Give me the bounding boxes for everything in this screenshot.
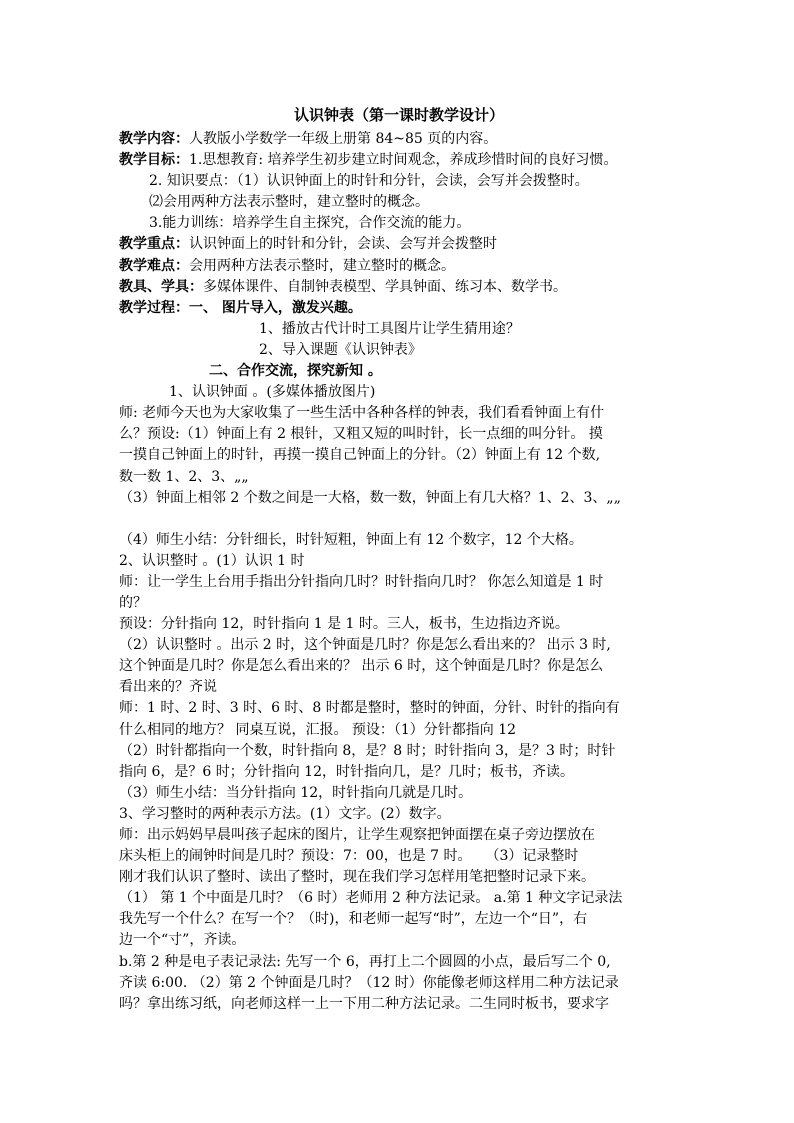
line-two-methods: ⑵会用两种方法表示整时，建立整时的概念。 [149, 194, 429, 211]
paragraph-line: 师: 老师今天也为大家收集了一些生活中各种各样的钟表，我们看看钟面上有什 [119, 405, 605, 422]
paragraph-line: 一摸自己钟面上的时针，再摸一摸自己钟面上的分针。（2）钟面上有 12 个数, [119, 447, 601, 464]
label-difficulty: 教学难点： [119, 257, 189, 274]
paragraph-line: 我先写一个什么？在写一个？（时)，和老师一起写“时”，左边一个“日”，右 [119, 911, 588, 928]
paragraph-line: 数一数 1、2、3、„„ [119, 468, 249, 485]
line-clock-face: 1、认识钟面 。(多媒体播放图片) [169, 384, 376, 401]
label-content: 教学内容： [119, 131, 189, 147]
line-process [119, 298, 679, 319]
paragraph-line: 师：1 时、2 时、3 时、6 时、8 时都是整时，整时的钟面，分针、时针的指向有 [119, 700, 620, 717]
label-tools: 教具、学具： [119, 278, 203, 295]
label-key-point: 教学重点： [119, 236, 189, 253]
paragraph-line: 什么相同的地方？ 同桌互说，汇报。 预设：（1）分针都指向 12 [119, 721, 517, 738]
line-step-1: 1、播放古代计时工具图片让学生猜用途？ [259, 320, 520, 337]
paragraph-line: 师：让一学生上台用手指出分针指向几时？时针指向几时？ 你怎么知道是 1 时 [119, 573, 604, 590]
text-difficulty: 会用两种方法表示整时，建立整时的概念。 [189, 257, 455, 274]
paragraph-line: （4）师生小结：分针细长，时针短粗，钟面上有 12 个数字，12 个大格。 [119, 531, 583, 548]
line-step-2: 2、导入课题《认识钟表》 [259, 341, 422, 358]
paragraph-line: 指向 6，是？6 时；分针指向 12，时针指向几，是？几时；板书，齐读。 [119, 763, 574, 780]
text-goals: 1.思想教育: 培养学生初步建立时间观念，养成珍惜时间的良好习惯。 [189, 152, 618, 169]
paragraph-line: （2）时针都指向一个数，时针指向 8，是？8 时；时针指向 3，是？3 时；时针 [119, 742, 616, 759]
paragraph-line: 边一个“寸”，齐读。 [119, 932, 246, 949]
document-page [119, 104, 679, 1015]
text-key-point: 认识钟面上的时针和分针，会读、会写并会拨整时 [189, 236, 497, 253]
paragraph-line: 3、学习整时的两种表示方法。(1）文字。(2）数字。 [119, 805, 451, 822]
paragraph-line: b.第 2 种是电子表记录法: 先写一个 6，再打上二个圆圆的小点，最后写二个 0, [119, 953, 611, 970]
paragraph-line: 预设：分针指向 12，时针指向 1 是 1 时。三人，板书，生边指边齐说。 [119, 616, 569, 633]
paragraph-line: 齐读 6:00. （2）第 2 个钟面是几时？（12 时）你能像老师这样用二种方法记录 [119, 974, 619, 991]
paragraph-line: （3）师生小结：当分针指向 12，时针指向几就是几时。 [119, 784, 473, 801]
line-tools [119, 277, 679, 298]
paragraph-line: 看出来的？齐说 [119, 679, 217, 696]
paragraph-line: 么？预设:（1）钟面上有 2 根针，又粗又短的叫时针，长一点细的叫分针。 摸 [119, 426, 603, 443]
paragraph-line: 2、认识整时 。(1）认识 1 时 [119, 552, 305, 569]
paragraph-line: （2）认识整时 。出示 2 时，这个钟面是几时？你是怎么看出来的？ 出示 3 时, [119, 637, 611, 654]
paragraph-line: 刚才我们认识了整时、读出了整时，现在我们学习怎样用笔把整时记录下来。 [119, 869, 595, 886]
paragraph-line: 吗？拿出练习纸，向老师这样一上一下用二种方法记录。二生同时板书，要求字 [119, 995, 609, 1012]
blank-line [119, 509, 679, 530]
line-knowledge: 2. 知识要点：（1）认识钟面上的时针和分针，会读，会写并会拨整时。 [149, 173, 589, 190]
text-content: 人教版小学数学一年级上册第 84~85 页的内容。 [189, 131, 498, 147]
section-two-heading: 二、合作交流，探究新知 。 [209, 363, 382, 380]
section-one-heading: 一、 图片导入，激发兴趣。 [189, 299, 362, 316]
paragraph-line: 床头柜上的闹钟时间是几时？预设：7：00，也是 7 时。 （3）记录整时 [119, 848, 579, 865]
paragraph-line: 的？ [119, 594, 147, 611]
line-goals [119, 150, 679, 171]
label-process: 教学过程： [119, 299, 189, 316]
label-goals: 教学目标： [119, 152, 189, 169]
paragraph-line: 这个钟面是几时？你是怎么看出来的？ 出示 6 时，这个钟面是几时？你是怎么 [119, 658, 604, 675]
line-content [119, 129, 679, 150]
line-key-point [119, 234, 679, 255]
line-difficulty [119, 256, 679, 277]
paragraph-line: 师：出示妈妈早晨叫孩子起床的图片，让学生观察把钟面摆在桌子旁边摆放在 [119, 827, 595, 843]
line-ability: 3.能力训练：培养学生自主探究，合作交流的能力。 [149, 215, 471, 232]
document-title: 认识钟表（第一课时教学设计） [293, 106, 504, 124]
text-tools: 多媒体课件、自制钟表模型、学具钟面、练习本、数学书。 [203, 278, 567, 295]
paragraph-line: （1） 第 1 个中面是几时？（6 时）老师用 2 种方法记录。 a.第 1 种文字记录法 [119, 890, 623, 907]
paragraph-line: （3）钟面上相邻 2 个数之间是一大格，数一数，钟面上有几大格？1、2、3、„„ [119, 489, 621, 506]
